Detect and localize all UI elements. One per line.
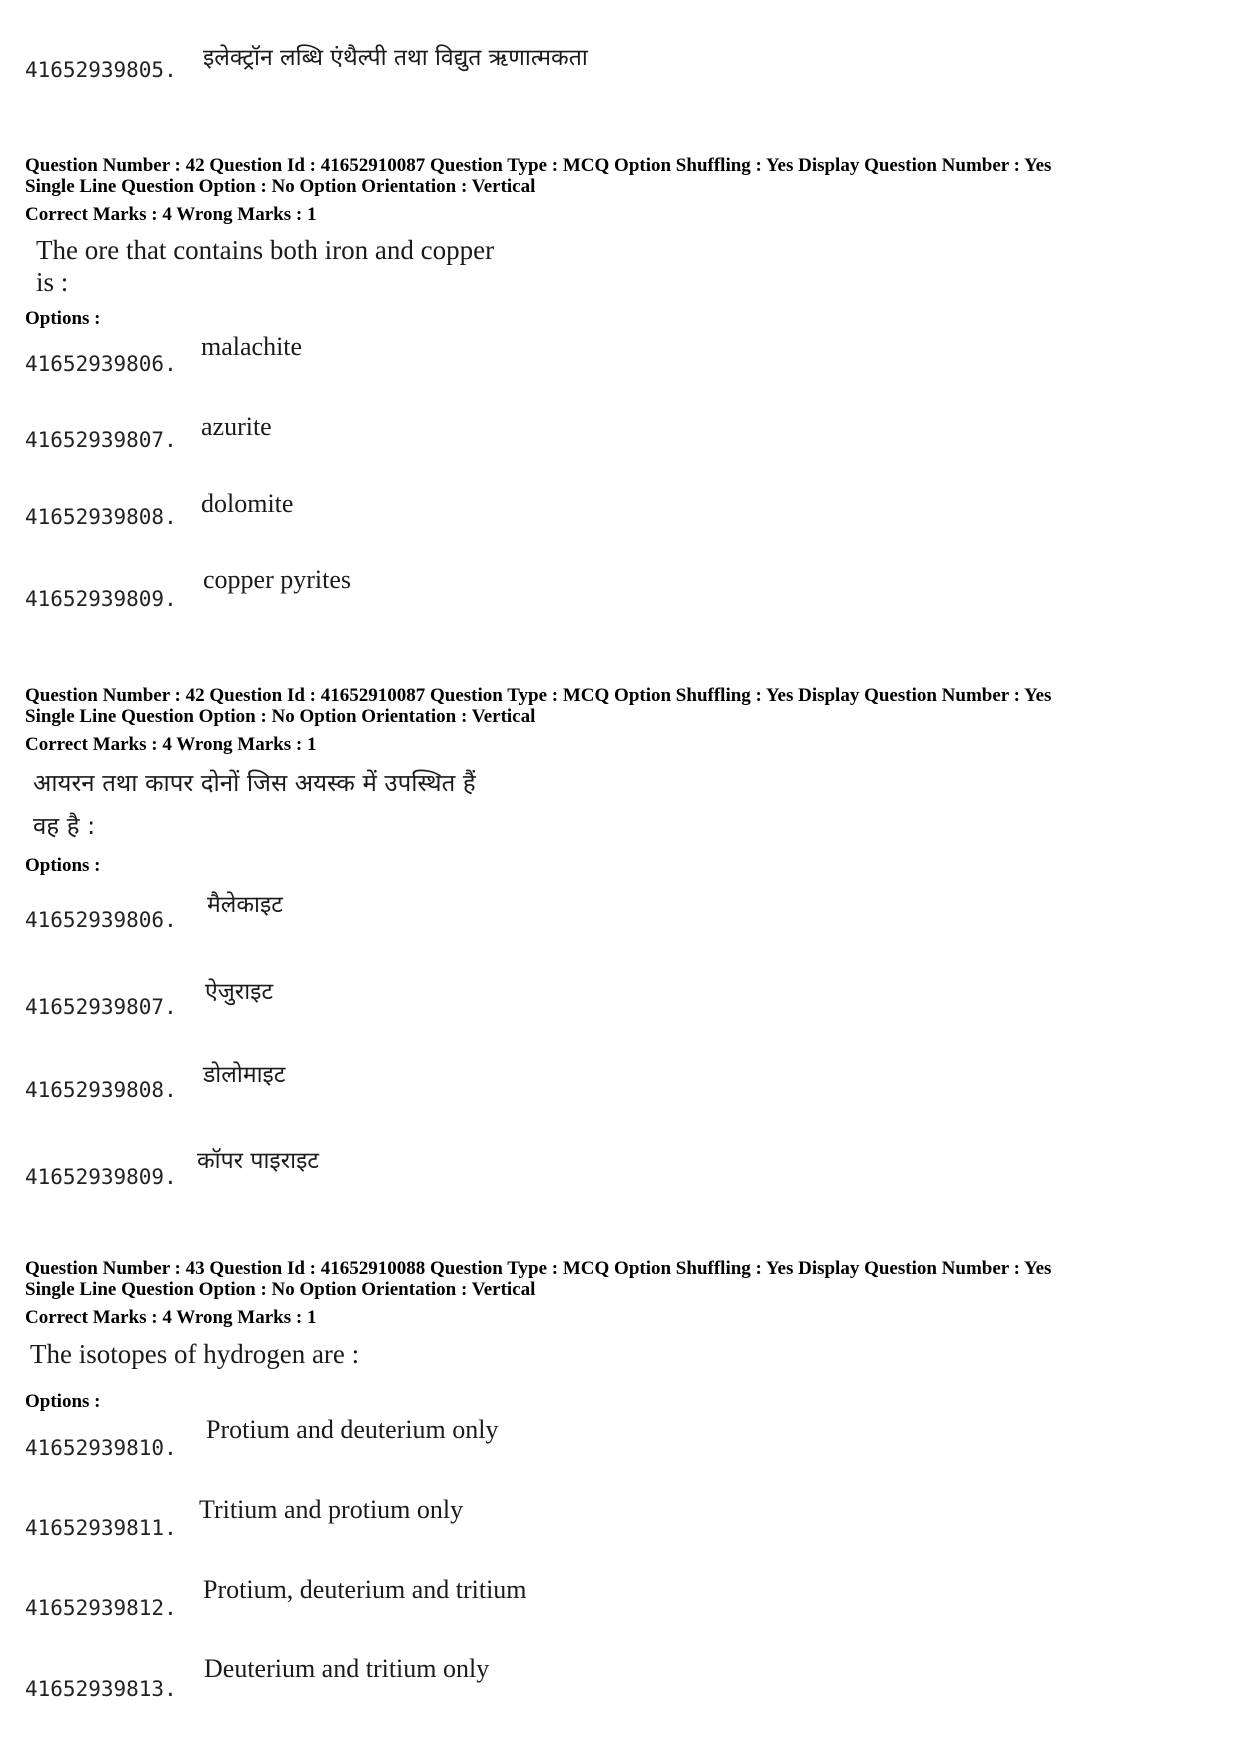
option-text: मैलेकाइट: [207, 892, 283, 918]
question-marks: Correct Marks : 4 Wrong Marks : 1: [25, 204, 317, 225]
question-meta-line1: Question Number : 42 Question Id : 41652910087 Question Type : MCQ Option Shuffling : Yes Display Question Number : Yes: [25, 685, 1052, 706]
option-text: dolomite: [201, 489, 294, 518]
option-text: copper pyrites: [203, 565, 352, 594]
options-label: Options :: [25, 1391, 101, 1412]
question-meta-line2: Single Line Question Option : No Option Orientation : Vertical: [25, 176, 536, 197]
option-id: 41652939809.: [25, 587, 177, 611]
option-text: इलेक्ट्रॉन लब्धि एंथैल्पी तथा विद्युत ऋणात्मकता: [203, 45, 588, 71]
option-id: 41652939812.: [25, 1596, 177, 1620]
option-id: 41652939811.: [25, 1516, 177, 1540]
question-text-line2: वह है :: [33, 812, 96, 840]
question-text-line1: आयरन तथा कापर दोनों जिस अयस्क में उपस्थित हैं: [33, 769, 476, 797]
option-text: कॉपर पाइराइट: [197, 1148, 319, 1174]
options-label: Options :: [25, 855, 101, 876]
option-id: 41652939810.: [25, 1436, 177, 1460]
question-text-line2: is :: [36, 267, 69, 297]
option-text: Protium, deuterium and tritium: [203, 1575, 527, 1604]
options-label: Options :: [25, 308, 101, 329]
question-marks: Correct Marks : 4 Wrong Marks : 1: [25, 1307, 317, 1328]
question-meta-line1: Question Number : 42 Question Id : 41652910087 Question Type : MCQ Option Shuffling : Yes Display Question Number : Yes: [25, 155, 1052, 176]
question-meta-line1: Question Number : 43 Question Id : 41652910088 Question Type : MCQ Option Shuffling : Yes Display Question Number : Yes: [25, 1258, 1052, 1279]
question-marks: Correct Marks : 4 Wrong Marks : 1: [25, 734, 317, 755]
option-text: malachite: [201, 332, 303, 361]
option-id: 41652939806.: [25, 352, 177, 376]
option-id: 41652939807.: [25, 995, 177, 1019]
option-text: Tritium and protium only: [199, 1495, 464, 1524]
option-id: 41652939809.: [25, 1165, 177, 1189]
option-id: 41652939806.: [25, 908, 177, 932]
option-text: Protium and deuterium only: [206, 1415, 499, 1444]
question-meta-line2: Single Line Question Option : No Option Orientation : Vertical: [25, 1279, 536, 1300]
option-id: 41652939813.: [25, 1677, 177, 1701]
option-id: 41652939807.: [25, 428, 177, 452]
option-text: Deuterium and tritium only: [204, 1654, 490, 1683]
option-text: ऐजुराइट: [205, 979, 274, 1005]
option-text: डोलोमाइट: [203, 1062, 286, 1088]
option-id: 41652939805.: [25, 58, 177, 82]
option-text: azurite: [201, 412, 272, 441]
option-id: 41652939808.: [25, 505, 177, 529]
question-meta-line2: Single Line Question Option : No Option Orientation : Vertical: [25, 706, 536, 727]
question-text-line1: The isotopes of hydrogen are :: [30, 1339, 360, 1369]
question-text-line1: The ore that contains both iron and copper: [36, 235, 495, 265]
option-id: 41652939808.: [25, 1078, 177, 1102]
